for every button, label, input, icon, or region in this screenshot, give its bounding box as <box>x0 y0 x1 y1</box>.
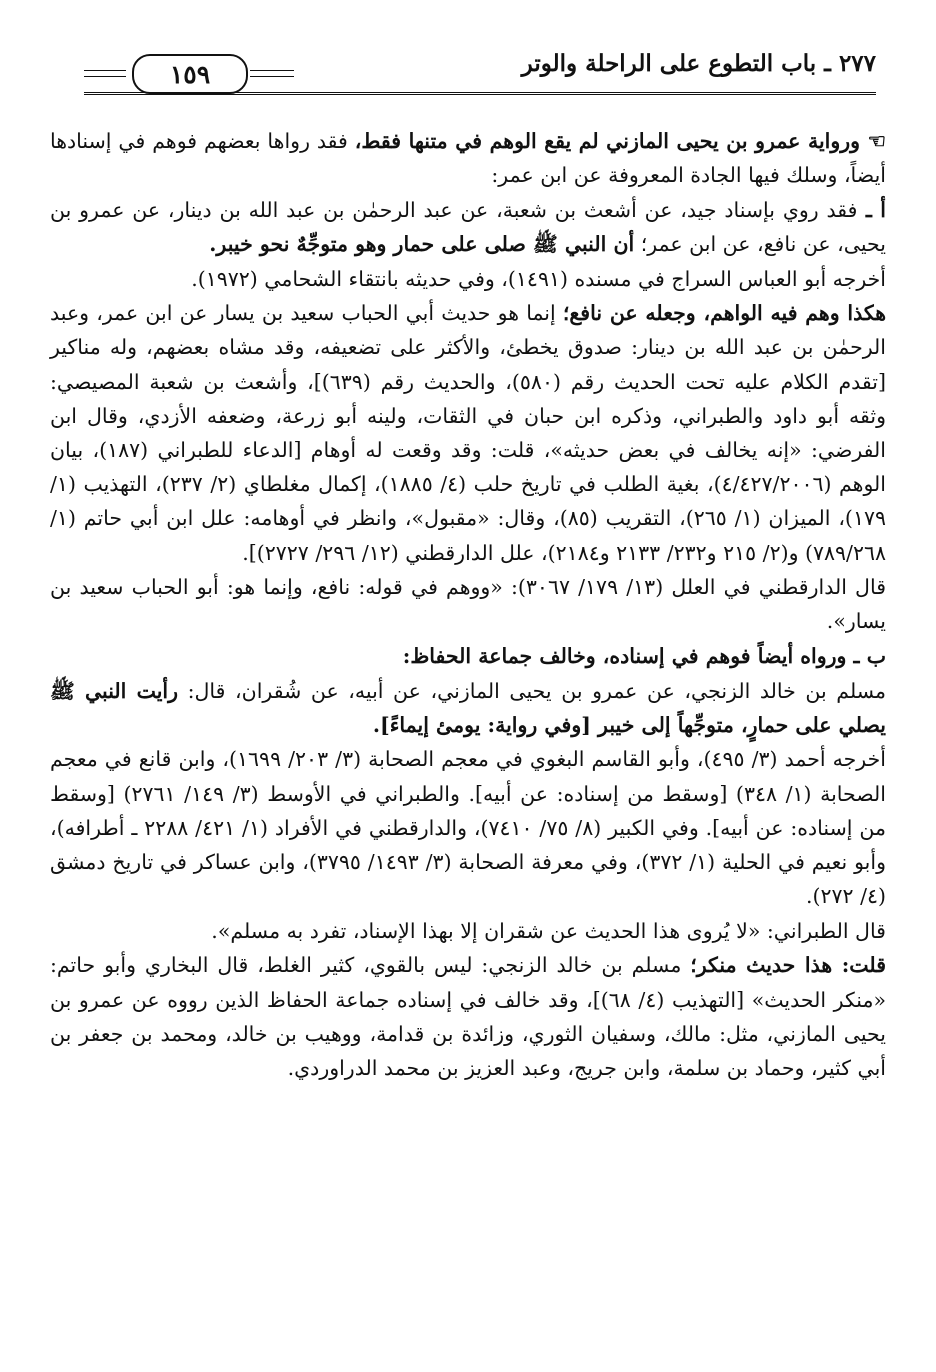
header-divider <box>84 92 876 95</box>
page-number-ornament <box>84 54 294 94</box>
paragraph <box>50 914 886 948</box>
paragraph <box>50 262 886 296</box>
text-run: قال الطبراني: «لا يُروى هذا الحديث عن شقران إلا بهذا الإسناد، تفرد به مسلم». <box>211 918 886 943</box>
text-run: فقد رواها بعضهم فوهم في إسنادها أيضاً، وسلك فيها الجادة المعروفة عن ابن عمر: <box>50 129 886 188</box>
text-run: أخرجه أبو العباس السراج في مسنده (١٤٩١)، وفي حديثه بانتقاء الشحامي (١٩٧٢). <box>191 266 886 291</box>
paragraph <box>50 193 886 261</box>
paragraph <box>50 742 886 913</box>
paragraph <box>50 124 886 192</box>
text-run: إنما هو حديث أبي الحباب سعيد بن يسار عن ابن عمر، وعبد الرحمٰن بن عبد الله بن دينار: صدوق يخطئ، والأكثر على تضعيفه، وقد مشاه بعضهم، وله مناكير [تقدم الكلام عليه تحت الحديث رقم (٥٨٠)، والحديث رقم (٦٣٩)]، وأشعث بن شعبة المصيصي: وثقه أبو داود والطبراني، وذكره ابن حبان في الثقات، ولينه أبو زرعة، وضعفه الأزدي، وقال ابن الفرضي: «إنه يخالف في بعض حديثه»، قلت: وقد وقعت له أوهام [الدعاء للطبراني (١٨٧)، بيان الوهم (٤/٤٢٧/٢٠٠٦)، بغية الطلب في تاريخ حلب (٤/ ١٨٨٥)، إكمال مغلطاي (٢/ ٢٣٧)، التهذيب (١/ ١٧٩)، الميزان (١/ ٢٦٥)، التقريب (٨٥)، وقال: «مقبول»، وانظر في أوهامه: علل ابن أبي حاتم (١/ ٧٨٩/٢٦٨) و(٢/ ٢١٥ و٢٣٢/ ٢١٣٣ و٢١٨٤)، علل الدارقطني (١٢/ ٢٩٦/ ٢٧٢٧)]. <box>50 301 887 565</box>
text-run: أخرجه أحمد (٣/ ٤٩٥)، وأبو القاسم البغوي في معجم الصحابة (٣/ ٢٠٣/ ١٦٩٩)، وابن قانع في معجم الصحابة (١/ ٣٤٨) [وسقط من إسناده: عن أبيه]. والطبراني في الأوسط (٣/ ١٤٩/ ٢٧٦١) [وسقط من إسناده: عن أبيه]. وفي الكبير (٨/ ٧٥/ ٧٤١٠)، والدارقطني في الأفراد (١/ ٤٢١/ ٢٢٨٨ ـ أطرافه)، وأبو نعيم في الحلية (١/ ٣٧٢)، وفي معرفة الصحابة (٣/ ١٤٩٣/ ٣٧٩٥)، وابن عساكر في تاريخ دمشق (٤/ ٢٧٢). <box>50 747 887 909</box>
paragraph <box>50 948 886 1085</box>
bold-text-run: ب ـ ورواه أيضاً فوهم في إسناده، وخالف جماعة الحفاظ: <box>402 644 886 668</box>
bold-text-run: ورواية عمرو بن يحيى المازني لم يقع الوهم في متنها فقط، <box>354 129 861 153</box>
bold-text-run: أ ـ <box>857 197 886 222</box>
ornament-line <box>84 76 126 77</box>
ornament-line <box>84 70 126 71</box>
main-text <box>50 124 886 1086</box>
bold-text-run: قلت: هذا حديث منكر؛ <box>690 953 886 978</box>
bold-text-run: هكذا وهم فيه الواهم، وجعله عن نافع؛ <box>562 301 886 326</box>
paragraph <box>50 674 886 742</box>
ornament-line <box>250 70 294 71</box>
text-run: مسلم بن خالد الزنجي، عن عمرو بن يحيى المازني، عن أبيه، عن شُقران، قال: <box>178 678 886 703</box>
bold-text-run: ☜ <box>860 129 886 153</box>
page-number: ١٥٩ <box>132 54 248 94</box>
bold-text-run: أن النبي ﷺ صلى على حمار وهو متوجِّهٌ نحو خيبر. <box>209 232 635 256</box>
chapter-title: ٢٧٧ ـ باب التطوع على الراحلة والوتر <box>521 50 876 77</box>
paragraph <box>50 296 886 570</box>
paragraph <box>50 570 886 638</box>
ornament-line <box>250 76 294 77</box>
paragraph <box>50 639 886 673</box>
text-run: فقد روي بإسناد جيد، عن أشعث بن شعبة، عن عبد الرحمٰن بن عبد الله بن دينار، عن عمرو بن يحيى، عن نافع، عن ابن عمر؛ <box>50 197 886 256</box>
text-run: قال الدارقطني في العلل (١٣/ ١٧٩/ ٣٠٦٧): «ووهم في قوله: نافع، وإنما هو: أبو الحباب سعيد بن يسار». <box>50 575 886 634</box>
bold-text-run: رأيت النبي ﷺ يصلي على حمارٍ، متوجِّهاً إلى خيبر [وفي رواية: يومئ إيماءً]. <box>50 678 886 737</box>
text-run: مسلم بن خالد الزنجي: ليس بالقوي، كثير الغلط، قال البخاري وأبو حاتم: «منكر الحديث» [التهذيب (٤/ ٦٨)]، وقد خالف في إسناده جماعة الحفاظ الذين رووه عن عمرو بن يحيى المازني، مثل: مالك، وسفيان الثوري، وزائدة بن قدامة، ووهيب بن خالد، ومحمد بن جعفر بن أبي كثير، وحماد بن سلمة، وابن جريج، وعبد العزيز بن محمد الدراوردي. <box>50 953 886 1080</box>
page-header <box>84 46 876 96</box>
